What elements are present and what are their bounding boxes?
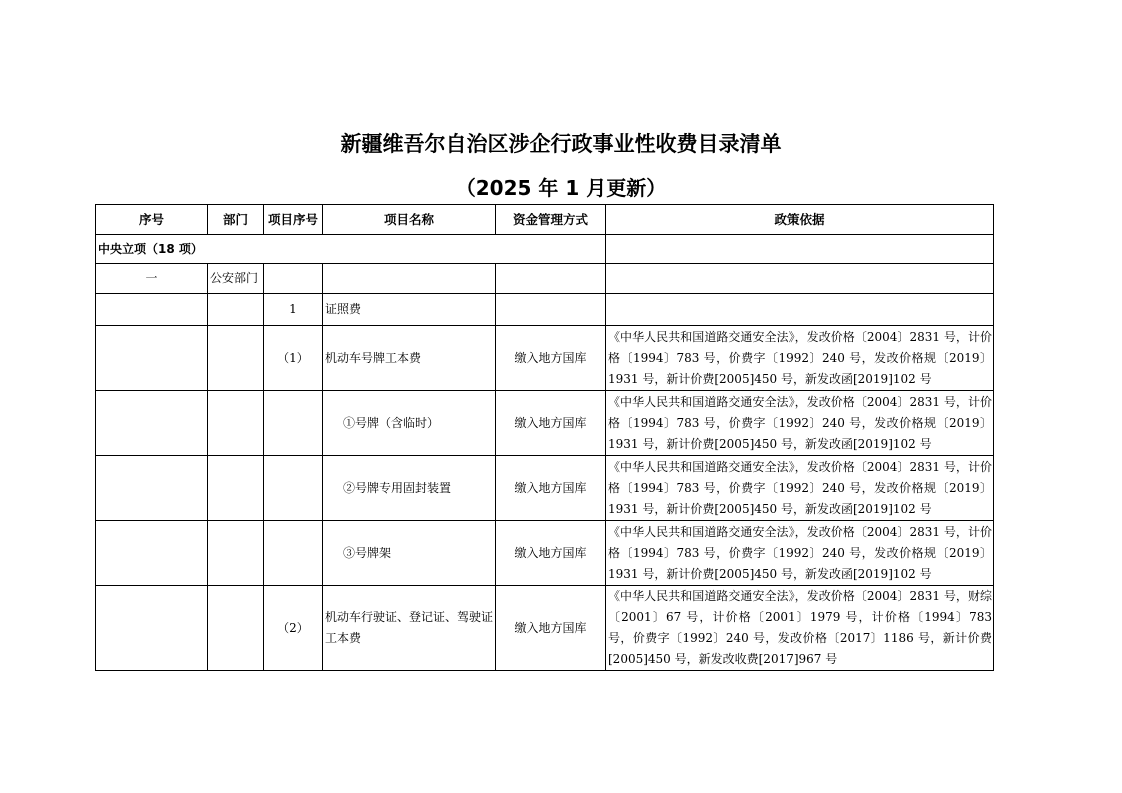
empty-cell	[96, 326, 208, 391]
table-row	[96, 521, 994, 586]
sub-item-number	[264, 456, 323, 521]
sub-item-number: （1）	[264, 326, 323, 391]
empty-cell	[96, 391, 208, 456]
empty-cell	[606, 264, 994, 294]
empty-cell	[208, 294, 264, 326]
fund-management: 缴入地方国库	[496, 456, 606, 521]
empty-cell	[208, 586, 264, 671]
empty-cell	[208, 326, 264, 391]
fund-management: 缴入地方国库	[496, 326, 606, 391]
dept-seq: 一	[96, 264, 208, 294]
policy-basis: 《中华人民共和国道路交通安全法》，发改价格〔2004〕2831 号，计价格〔1994〕783 号，价费字〔1992〕240 号，发改价格规〔2019〕1931 号，新计价费[2005]450 号，新发改函[2019]102 号	[606, 326, 994, 391]
empty-cell	[264, 264, 323, 294]
sub-item-number	[264, 521, 323, 586]
table-row	[96, 326, 994, 391]
policy-basis: 《中华人民共和国道路交通安全法》，发改价格〔2004〕2831 号，计价格〔1994〕783 号，价费字〔1992〕240 号，发改价格规〔2019〕1931 号，新计价费[2005]450 号，新发改函[2019]102 号	[606, 391, 994, 456]
fund-management: 缴入地方国库	[496, 521, 606, 586]
col-header-policy-basis: 政策依据	[606, 205, 994, 235]
item-row	[96, 294, 994, 326]
sub-item-number	[264, 391, 323, 456]
fund-management: 缴入地方国库	[496, 586, 606, 671]
section-row	[96, 235, 994, 264]
empty-cell	[323, 264, 496, 294]
col-header-seq: 序号	[96, 205, 208, 235]
fee-catalog-table	[95, 204, 994, 671]
policy-basis: 《中华人民共和国道路交通安全法》，发改价格〔2004〕2831 号，财综〔2001〕67 号，计价格〔2001〕1979 号，计价格〔1994〕783 号，价费字〔1992〕240 号，发改价格〔2017〕1186 号，新计价费[2005]450 号，新发改收费[2017]967 号	[606, 586, 994, 671]
col-header-item-name: 项目名称	[323, 205, 496, 235]
empty-cell	[208, 456, 264, 521]
fund-management: 缴入地方国库	[496, 391, 606, 456]
document-subtitle: （2025 年 1 月更新）	[455, 176, 667, 200]
empty-cell	[96, 521, 208, 586]
col-header-fund-management: 资金管理方式	[496, 205, 606, 235]
section-label: 中央立项（18 项）	[96, 235, 606, 264]
item-number: 1	[264, 294, 323, 326]
empty-cell	[96, 586, 208, 671]
empty-cell	[208, 391, 264, 456]
sub-item-name: ③号牌架	[323, 521, 496, 586]
empty-cell	[208, 521, 264, 586]
empty-cell	[96, 456, 208, 521]
item-name: 证照费	[323, 294, 496, 326]
table-header-row	[96, 205, 994, 235]
policy-basis: 《中华人民共和国道路交通安全法》，发改价格〔2004〕2831 号，计价格〔1994〕783 号，价费字〔1992〕240 号，发改价格规〔2019〕1931 号，新计价费[2005]450 号，新发改函[2019]102 号	[606, 456, 994, 521]
sub-item-name: 机动车行驶证、登记证、驾驶证工本费	[323, 586, 496, 671]
empty-cell	[606, 294, 994, 326]
document-title: 新疆维吾尔自治区涉企行政事业性收费目录清单	[340, 132, 782, 156]
sub-item-number: （2）	[264, 586, 323, 671]
col-header-dept: 部门	[208, 205, 264, 235]
empty-cell	[496, 294, 606, 326]
department-row	[96, 264, 994, 294]
sub-item-name: ②号牌专用固封装置	[323, 456, 496, 521]
dept-name: 公安部门	[208, 264, 264, 294]
empty-cell	[96, 294, 208, 326]
sub-item-name: 机动车号牌工本费	[323, 326, 496, 391]
col-header-item-no: 项目序号	[264, 205, 323, 235]
policy-basis: 《中华人民共和国道路交通安全法》，发改价格〔2004〕2831 号，计价格〔1994〕783 号，价费字〔1992〕240 号，发改价格规〔2019〕1931 号，新计价费[2005]450 号，新发改函[2019]102 号	[606, 521, 994, 586]
table-row	[96, 586, 994, 671]
sub-item-name: ①号牌（含临时）	[323, 391, 496, 456]
table-row	[96, 391, 994, 456]
empty-cell	[606, 235, 994, 264]
table-row	[96, 456, 994, 521]
empty-cell	[496, 264, 606, 294]
